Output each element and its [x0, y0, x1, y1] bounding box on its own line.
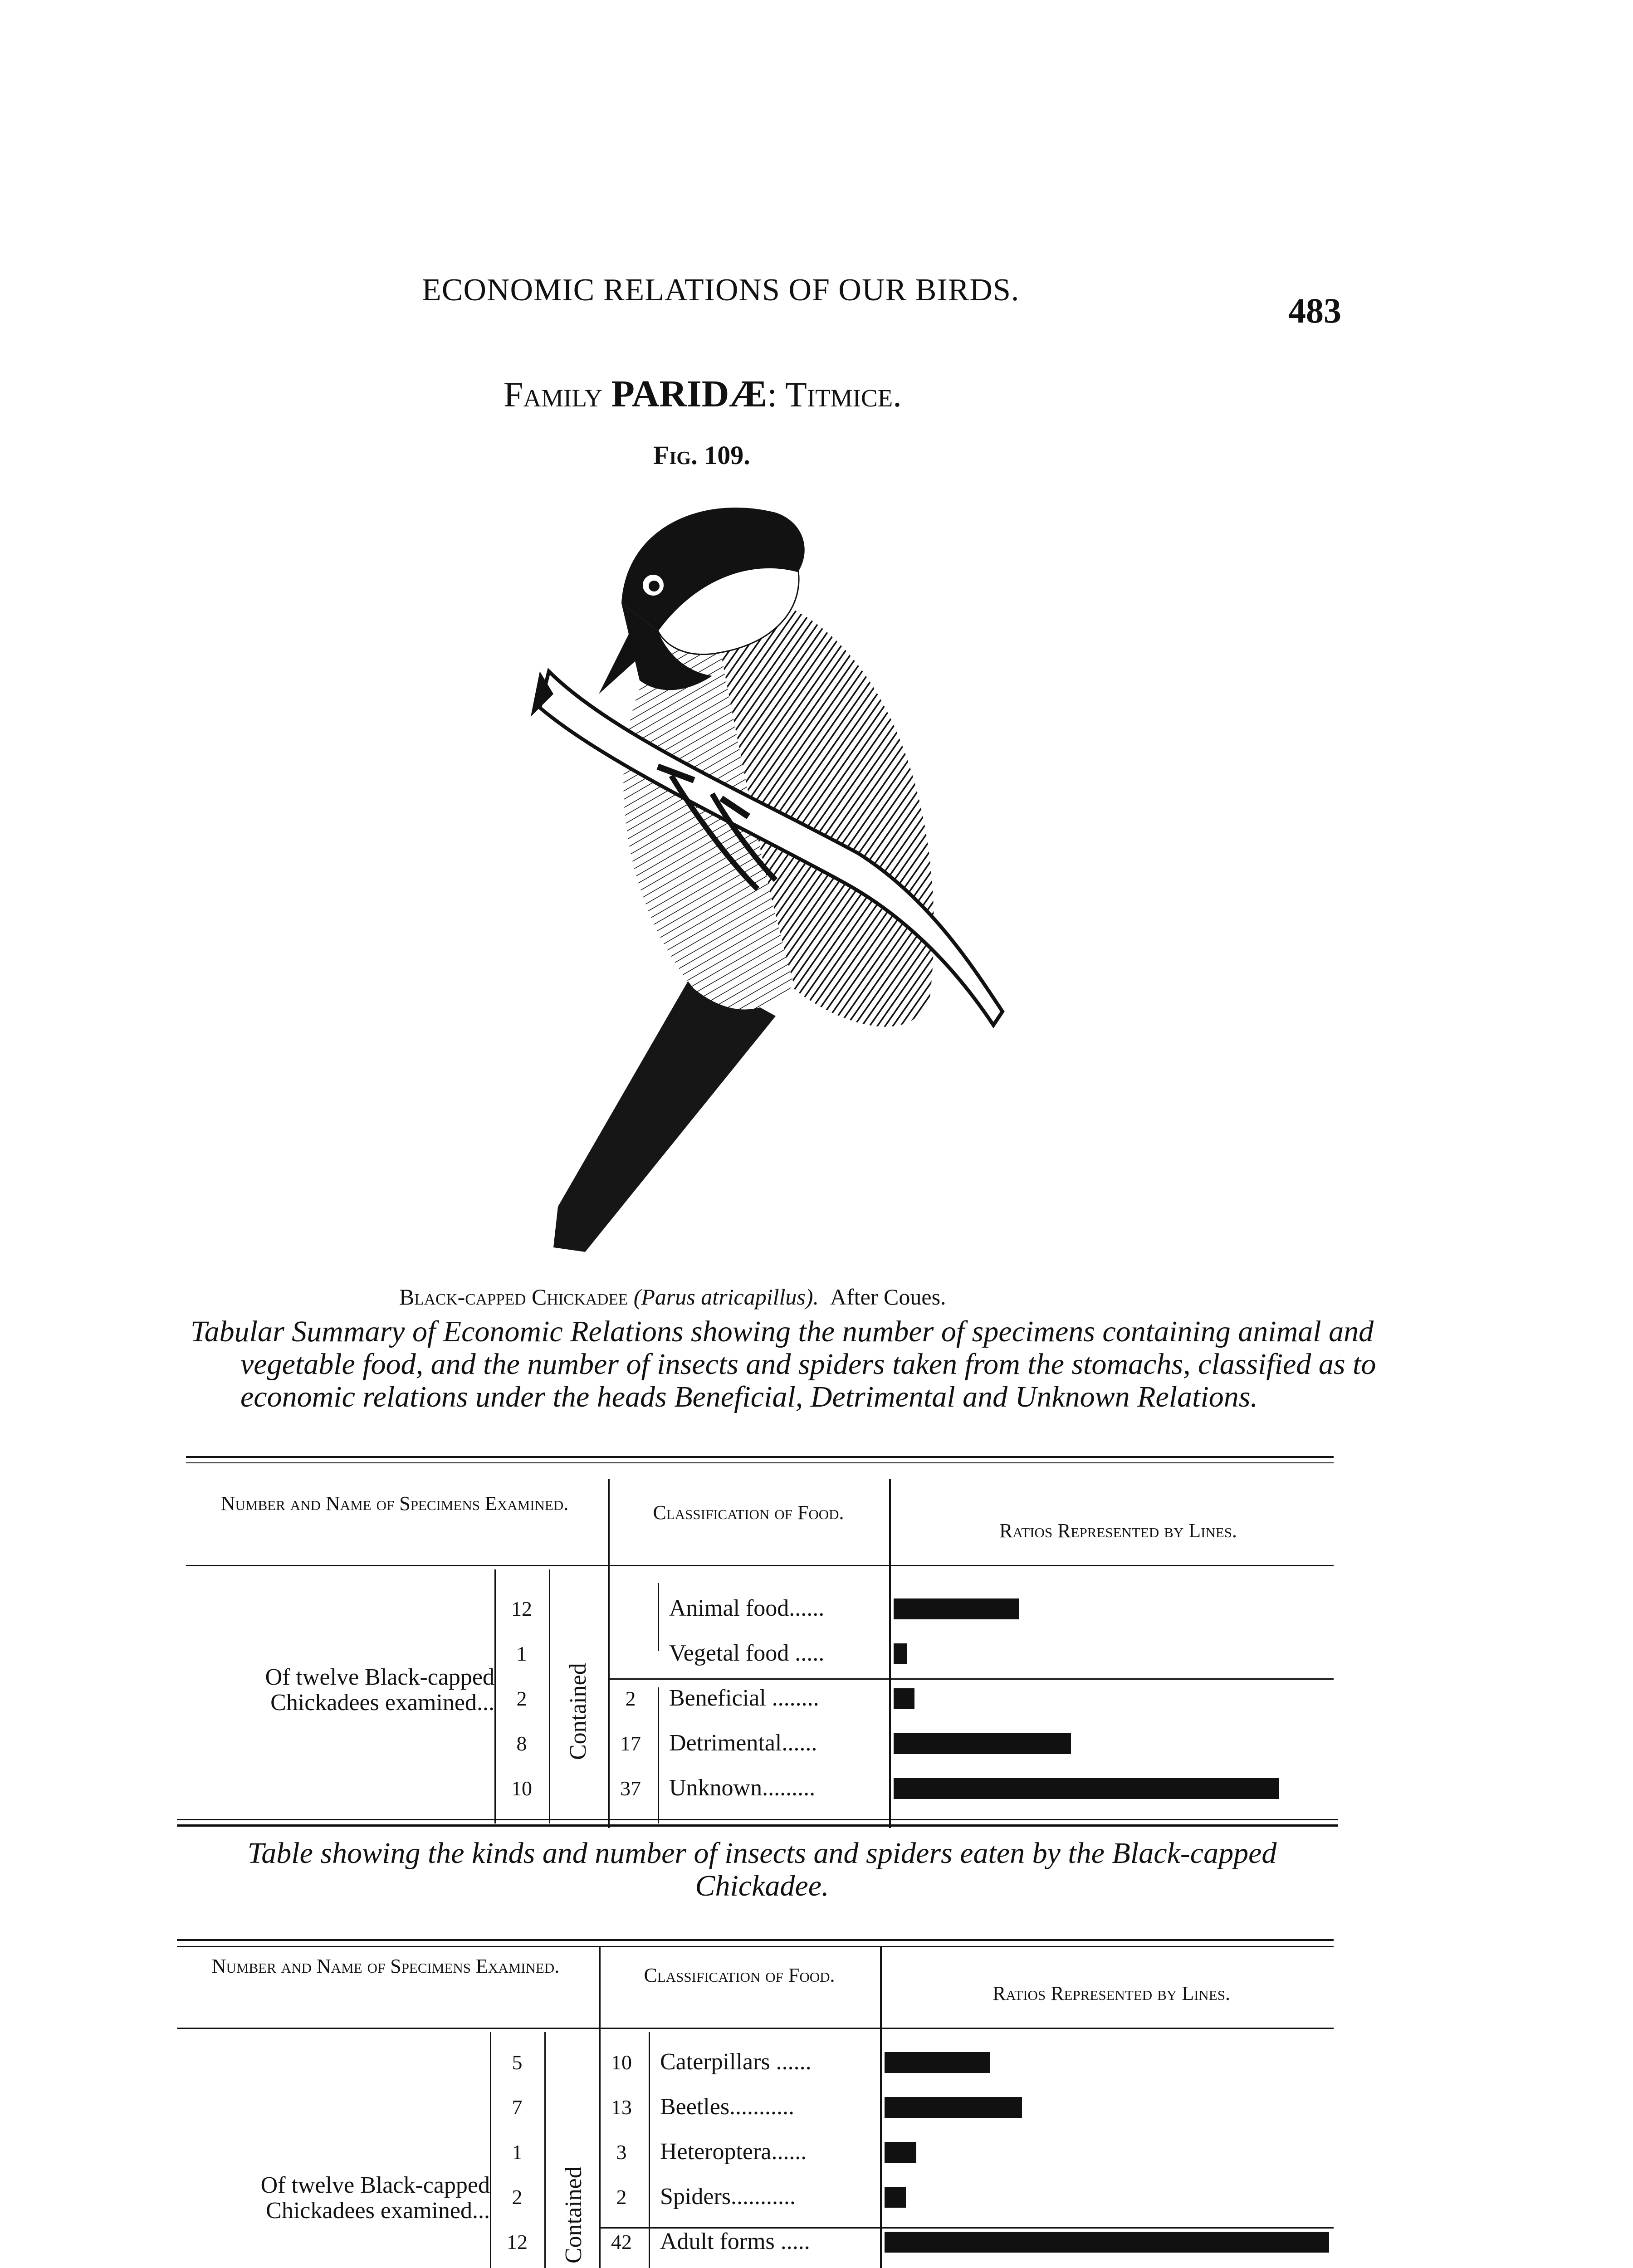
table1-header-rule — [186, 1565, 1334, 1566]
table1-row-specimens: 8 — [516, 1732, 527, 1755]
table2-header-ratios: Ratios Represented by Lines. — [993, 1982, 1230, 2004]
table2-row-specimens: 2 — [512, 2185, 523, 2209]
chickadee-illustration — [522, 481, 1048, 1275]
table2-row-specimens: 5 — [512, 2051, 523, 2074]
table2-intro: Table showing the kinds and number of insects and spiders eaten by the Black-capped Chickadee. — [247, 1837, 1277, 1902]
table1-mid-rule — [608, 1678, 1334, 1680]
table2-header-classification: Classification of Food. — [644, 1964, 835, 1986]
table1-specimens-label: Of twelve Black-capped Chickadees examined... — [265, 1664, 494, 1716]
table1-row-label: Beneficial ........ — [669, 1685, 819, 1711]
family-title — [504, 372, 902, 416]
caption-source: After Coues. — [830, 1284, 946, 1310]
table2-contained-divider — [544, 2032, 546, 2268]
table1-spec-divider — [494, 1569, 496, 1823]
figure-caption — [399, 1284, 946, 1310]
table1-row-specimens: 2 — [516, 1687, 527, 1710]
table1-row-count: 2 — [625, 1687, 636, 1710]
table2-row-specimens: 1 — [512, 2141, 523, 2164]
table2-row-count: 3 — [616, 2141, 627, 2164]
table1-top-rule-thin — [186, 1462, 1334, 1463]
table1-row-label: Animal food...... — [669, 1595, 825, 1621]
table2-header-rule — [177, 2028, 1334, 2029]
table1-intro: Tabular Summary of Economic Relations showing the number of specimens containing animal and vegetable food, and the number of insects and spiders taken from the stomachs, classified as to economic relations under the heads Beneficial, Detrimental and Unknown Relations. — [191, 1315, 1376, 1413]
table1-row-label: Unknown......... — [669, 1775, 816, 1801]
page-number: 483 — [1288, 291, 1341, 330]
table1-food-bracket — [658, 1583, 659, 1651]
table2-top-rule-thin — [177, 1946, 1334, 1947]
table1-row-label: Detrimental...... — [669, 1730, 817, 1756]
table1-col-divider-1 — [608, 1479, 610, 1828]
table2-row-bar — [885, 2052, 990, 2073]
table2-row-count: 10 — [611, 2051, 632, 2074]
table1-top-rule — [186, 1456, 1334, 1458]
table1-row-specimens: 1 — [516, 1642, 527, 1665]
table1-row-bar — [894, 1778, 1279, 1799]
table2-row-count: 42 — [611, 2230, 632, 2253]
caption-common-name: Black-capped Chickadee — [399, 1284, 628, 1310]
table1-row-count: 17 — [620, 1732, 641, 1755]
table2-row-count: 2 — [616, 2185, 627, 2209]
table1-contained-divider — [549, 1569, 550, 1823]
table2-spec-divider — [490, 2032, 491, 2268]
table1-count-divider — [658, 1687, 659, 1823]
table2-row-bar — [885, 2232, 1329, 2253]
table2-row-specimens: 7 — [512, 2096, 523, 2119]
table1-row-bar — [894, 1643, 907, 1664]
table2-row-label: Heteroptera...... — [660, 2139, 807, 2165]
table2-row-bar — [885, 2097, 1022, 2118]
table2-top-rule — [177, 1939, 1334, 1941]
table2-specimens-label: Of twelve Black-capped Chickadees examined... — [260, 2172, 490, 2224]
table2-row-bar — [885, 2187, 906, 2208]
table1-row-bar — [894, 1598, 1019, 1619]
table2-row-specimens: 12 — [507, 2230, 528, 2253]
table1-header-specimens: Number and Name of Specimens Examined. — [220, 1492, 569, 1515]
table2-contained-label: Contained — [561, 2166, 587, 2263]
table1-row-specimens: 12 — [511, 1597, 532, 1620]
table1-bottom-rule-thick — [177, 1824, 1338, 1827]
table2-header-specimens: Number and Name of Specimens Examined. — [211, 1955, 560, 1977]
table2-row-bar — [885, 2142, 916, 2163]
table1-row-specimens: 10 — [511, 1777, 532, 1800]
table2-col-divider-2 — [880, 1946, 882, 2268]
table1-row-count: 37 — [620, 1777, 641, 1800]
table2-col-divider-1 — [599, 1946, 601, 2268]
caption-latin-name: (Parus atricapillus). — [633, 1284, 819, 1310]
table1-contained-label: Contained — [565, 1663, 591, 1760]
family-suffix: : Titmice. — [767, 375, 902, 414]
table1-bottom-rule — [177, 1819, 1338, 1820]
table1-row-bar — [894, 1733, 1071, 1754]
table1-row-label: Vegetal food ..... — [669, 1640, 825, 1666]
family-prefix: Family — [504, 375, 611, 414]
table1-header-classification: Classification of Food. — [653, 1501, 844, 1524]
table2-row-label: Spiders........... — [660, 2184, 796, 2209]
figure-label: Fig. 109. — [653, 440, 750, 470]
table1-header-ratios: Ratios Represented by Lines. — [999, 1520, 1237, 1542]
family-name: PARIDÆ — [611, 373, 768, 415]
table2-row-label: Caterpillars ...... — [660, 2049, 812, 2075]
table2-row-count: 13 — [611, 2096, 632, 2119]
table1-row-bar — [894, 1688, 914, 1709]
table2-count-divider — [649, 2032, 650, 2268]
table1-col-divider-2 — [889, 1479, 891, 1828]
table2-row-label: Adult forms ..... — [660, 2229, 810, 2254]
running-head: ECONOMIC RELATIONS OF OUR BIRDS. — [422, 273, 1020, 308]
table2-row-label: Beetles........... — [660, 2094, 795, 2120]
